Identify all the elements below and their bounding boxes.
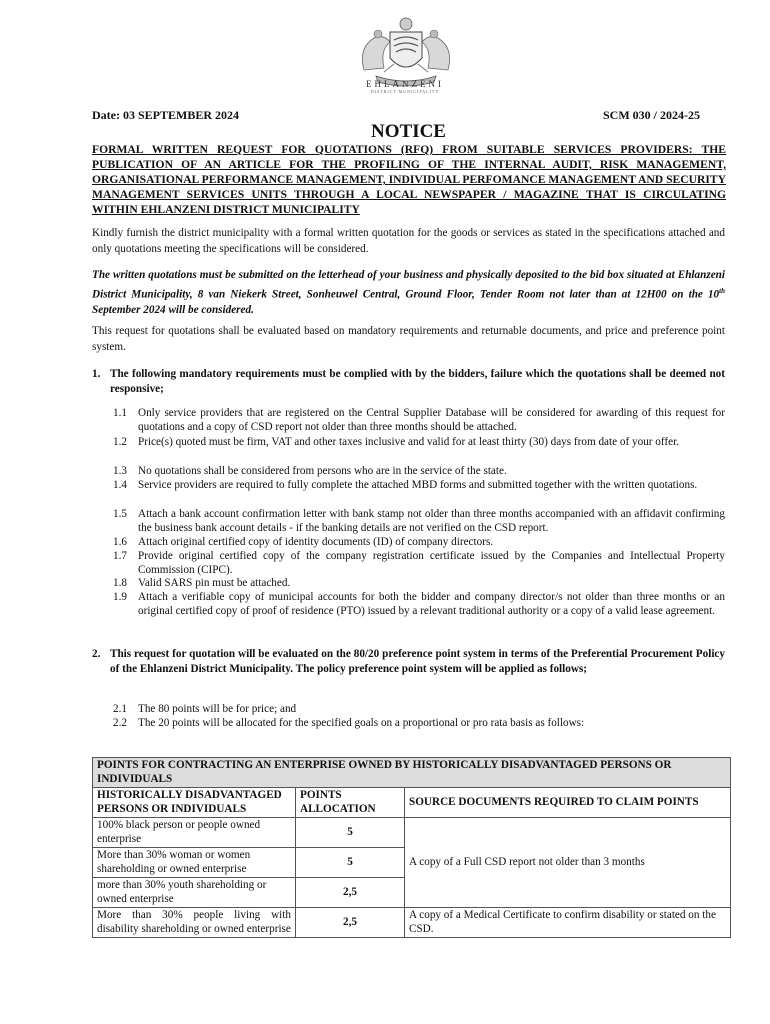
list-item-text: Attach a bank account confirmation letter with bank stamp not older than three months accompanied with an affidavit confirming the business bank account details - if the banking details are not verified on the CSD report. [138,508,725,534]
submission-superscript: th [719,286,725,295]
reference-number: SCM 030 / 2024-25 [603,108,700,122]
list-item-text: Provide original certified copy of the company registration certificate issued by the Companies and Intellectual Property Commission (CIPC). [138,550,725,576]
row-label: 100% black person or people owned enterprise [93,818,296,848]
org-subtitle: DISTRICT MUNICIPALITY [370,89,440,94]
table-header-row [93,788,731,818]
source-medical: A copy of a Medical Certificate to confirm disability or stated on the CSD. [405,908,731,938]
list-item [113,465,725,479]
list-item-number: 2.1 [113,703,127,715]
list-item-number: 1.1 [113,407,127,419]
rfq-title: FORMAL WRITTEN REQUEST FOR QUOTATIONS (RFQ) FROM SUITABLE SERVICES PROVIDERS: THE PUBLICATION OF AN ARTICLE FOR THE PROFILING OF THE INTERNAL AUDIT, RISK MANAGEMENT, ORGANISATIONAL PERFORMANCE MANAGEMENT, INDIVIDUAL PERFOMANCE MANAGEMENT AND SECURITY MANAGEMENT SERVICES UNITS THROUGH A LOCAL NEWSPAPER / MAGAZINE THAT IS CIRCULATING WITHIN EHLANZENI DISTRICT MUNICIPALITY [92,143,726,216]
list-item-number: 1.3 [113,465,127,477]
row-label: more than 30% youth shareholding or owned enterprise [93,878,296,908]
points-table [92,757,731,938]
section-number: 2. [92,648,101,660]
row-points: 2,5 [296,878,405,908]
section-heading-text: This request for quotation will be evaluated on the 80/20 preference point system in terms of the Preferential Procurement Policy of the Ehlanzeni District Municipality. The policy preference point system will be applied as follows; [110,648,725,675]
table-caption-row [93,758,731,788]
row-label: More than 30% people living with disability shareholding or owned enterprise [93,908,296,938]
row-points: 5 [296,848,405,878]
submission-text: The written quotations must be submitted on the letterhead of your business and physically deposited to the bid box situated at Ehlanzeni District Municipality, 8 van Niekerk Street, Sonheuwel Central, Ground Floor, Tender Room not later than at 12H00 on the 10 [92,269,725,301]
list-item-text: Only service providers that are registered on the Central Supplier Database will be considered for awarding of this request for quotations and a copy of CSD report not older than three months should be attached. [138,407,725,433]
intro-paragraph: Kindly furnish the district municipality with a formal written quotation for the goods or services as stated in the specifications attached and only quotations meeting the specifications will be considered. [92,227,725,255]
list-item-number: 1.4 [113,479,127,491]
list-item [113,407,725,434]
section-2-heading [92,647,725,677]
document-date: Date: 03 SEPTEMBER 2024 [92,108,239,122]
list-item [113,536,725,550]
org-name: EHLANZENI [366,79,444,89]
list-item [113,577,725,591]
list-item-text: The 20 points will be allocated for the specified goals on a proportional or pro rata basis as follows: [138,717,585,729]
column-header-group: HISTORICALLY DISADVANTAGED PERSONS OR INDIVIDUALS [93,788,296,818]
list-item [113,703,725,717]
table-caption: POINTS FOR CONTRACTING AN ENTERPRISE OWNED BY HISTORICALLY DISADVANTAGED PERSONS OR INDIVIDUALS [93,758,731,788]
list-item-text: Service providers are required to fully complete the attached MBD forms and submitted together with the written quotations. [138,479,698,491]
section-number: 1. [92,368,101,380]
list-item [113,508,725,535]
list-item-text: The 80 points will be for price; and [138,703,297,715]
submission-text-end: September 2024 will be considered. [92,303,254,316]
submission-paragraph [92,268,725,318]
section-heading-text: The following mandatory requirements must be complied with by the bidders, failure which the quotations shall be deemed not responsive; [110,368,725,395]
list-item-number: 1.7 [113,550,127,562]
source-csd: A copy of a Full CSD report not older than 3 months [405,818,731,908]
row-points: 2,5 [296,908,405,938]
list-item-text: Attach original certified copy of identity documents (ID) of company directors. [138,536,494,548]
list-item-text: Valid SARS pin must be attached. [138,577,291,589]
list-item [113,436,725,450]
table-row [93,818,731,848]
list-item-text: No quotations shall be considered from persons who are in the service of the state. [138,465,507,477]
list-item-number: 1.6 [113,536,127,548]
list-item [113,550,725,577]
list-item-number: 1.2 [113,436,127,448]
list-item [113,717,725,731]
list-item-number: 1.5 [113,508,127,520]
list-item-number: 1.8 [113,577,127,589]
section-1-heading [92,367,725,397]
list-item-number: 2.2 [113,717,127,729]
page-title: NOTICE [371,121,446,142]
table-row [93,908,731,938]
list-item-text: Attach a verifiable copy of municipal accounts for both the bidder and company director/s not older than three months or an original certified copy of proof of residence (PTO) issued by a relevant traditional authority or a copy of a valid lease agreement. [138,591,725,617]
list-item-text: Price(s) quoted must be firm, VAT and other taxes inclusive and valid for at least thirty (30) days from date of your offer. [138,436,680,448]
column-header-points: POINTS ALLOCATION [296,788,405,818]
list-item [113,591,725,618]
list-item [113,479,725,493]
list-item-number: 1.9 [113,591,127,603]
column-header-source: SOURCE DOCUMENTS REQUIRED TO CLAIM POINTS [405,788,731,818]
row-label: More than 30% woman or women shareholding or owned enterprise [93,848,296,878]
row-points: 5 [296,818,405,848]
evaluation-paragraph: This request for quotations shall be evaluated based on mandatory requirements and returnable documents, and price and preference point system. [92,325,725,353]
